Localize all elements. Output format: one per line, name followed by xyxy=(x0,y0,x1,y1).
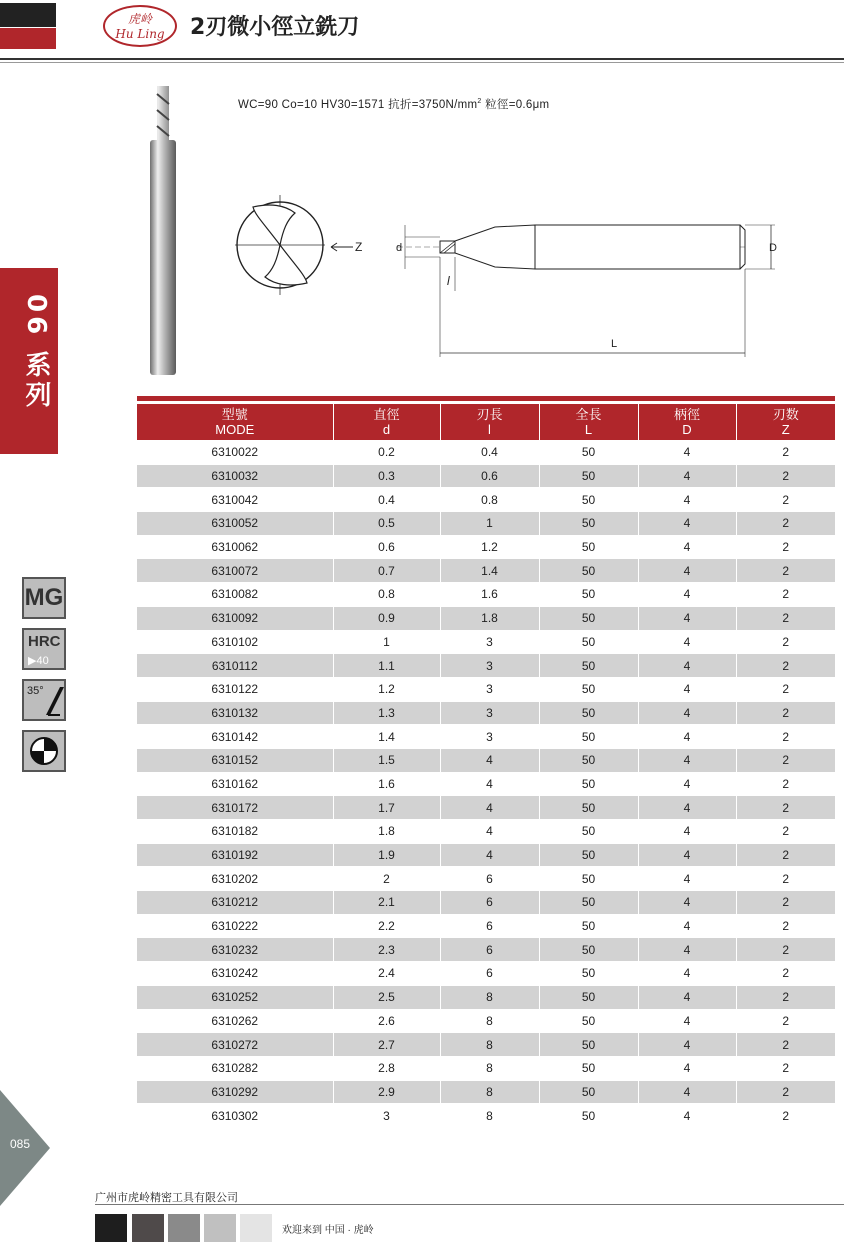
table-row xyxy=(137,1009,835,1033)
d-label: d xyxy=(396,242,403,254)
color-swatch xyxy=(240,1214,272,1242)
table-cell: 2.3 xyxy=(333,938,440,962)
table-row xyxy=(137,701,835,725)
table-cell: 2 xyxy=(736,843,835,867)
table-cell: 2 xyxy=(736,1056,835,1080)
table-cell: 50 xyxy=(539,512,638,536)
D-label: D xyxy=(769,242,777,254)
table-cell: 2.9 xyxy=(333,1080,440,1104)
table-cell: 1 xyxy=(333,630,440,654)
table-row xyxy=(137,677,835,701)
table-cell: 1 xyxy=(440,512,539,536)
column-header xyxy=(539,404,638,441)
table-cell: 4 xyxy=(638,630,736,654)
column-header-en: L xyxy=(584,422,593,437)
table-cell: 2 xyxy=(736,677,835,701)
table-cell: 6 xyxy=(440,914,539,938)
table-cell: 4 xyxy=(440,843,539,867)
color-swatch xyxy=(132,1214,164,1242)
table-cell: 2.6 xyxy=(333,1009,440,1033)
table-row xyxy=(137,843,835,867)
table-cell: 6310202 xyxy=(137,867,333,891)
table-cell: 4 xyxy=(638,535,736,559)
header-red-bar xyxy=(0,28,56,49)
table-cell: 50 xyxy=(539,843,638,867)
footer-divider xyxy=(95,1204,844,1205)
table-row xyxy=(137,464,835,488)
table-cell: 8 xyxy=(440,1009,539,1033)
table-row xyxy=(137,535,835,559)
table-cell: 6310212 xyxy=(137,891,333,915)
table-cell: 6310182 xyxy=(137,820,333,844)
table-cell: 2.1 xyxy=(333,891,440,915)
table-cell: 2 xyxy=(736,938,835,962)
table-cell: 4 xyxy=(638,1056,736,1080)
column-header xyxy=(736,404,835,441)
table-cell: 4 xyxy=(440,748,539,772)
table-cell: 2 xyxy=(736,1009,835,1033)
header-divider-thin xyxy=(0,62,844,63)
two-flute-icon xyxy=(24,732,64,770)
table-cell: 2 xyxy=(736,796,835,820)
table-cell: 50 xyxy=(539,796,638,820)
table-row xyxy=(137,488,835,512)
table-cell: 50 xyxy=(539,654,638,678)
table-cell: 2 xyxy=(736,867,835,891)
table-cell: 0.3 xyxy=(333,464,440,488)
table-cell: 8 xyxy=(440,1033,539,1057)
table-cell: 0.9 xyxy=(333,606,440,630)
table-row xyxy=(137,820,835,844)
table-cell: 4 xyxy=(638,796,736,820)
end-mill-photo xyxy=(140,80,190,380)
table-body xyxy=(137,441,835,1127)
table-row xyxy=(137,748,835,772)
material-spec-sup: 2 xyxy=(477,98,482,106)
table-row xyxy=(137,583,835,607)
table-cell: 4 xyxy=(638,583,736,607)
technical-drawing xyxy=(225,185,785,365)
column-header xyxy=(638,404,736,441)
table-cell: 1.9 xyxy=(333,843,440,867)
table-cell: 50 xyxy=(539,441,638,465)
column-header-cn: 柄徑 xyxy=(673,407,700,422)
table-cell: 2 xyxy=(736,985,835,1009)
column-header xyxy=(333,404,440,441)
table-cell: 0.6 xyxy=(333,535,440,559)
table-cell: 4 xyxy=(638,820,736,844)
table-cell: 2 xyxy=(736,654,835,678)
helix-angle-label: 35° xyxy=(27,685,44,697)
table-cell: 6310072 xyxy=(137,559,333,583)
table-cell: 2 xyxy=(736,535,835,559)
table-cell: 1.3 xyxy=(333,701,440,725)
company-name: 广州市虎岭精密工具有限公司 xyxy=(95,1192,238,1204)
table-cell: 6310172 xyxy=(137,796,333,820)
brand-logo xyxy=(103,5,177,47)
helix-angle-icon xyxy=(24,681,64,719)
table-row xyxy=(137,796,835,820)
table-cell: 1.4 xyxy=(440,559,539,583)
table-row xyxy=(137,914,835,938)
table-cell: 50 xyxy=(539,985,638,1009)
table-cell: 0.7 xyxy=(333,559,440,583)
table-cell: 1.8 xyxy=(333,820,440,844)
table-cell: 4 xyxy=(638,1009,736,1033)
table-cell: 4 xyxy=(440,820,539,844)
table-cell: 1.8 xyxy=(440,606,539,630)
table-cell: 50 xyxy=(539,535,638,559)
column-header xyxy=(137,404,333,441)
table-cell: 1.6 xyxy=(333,772,440,796)
table-cell: 50 xyxy=(539,772,638,796)
table-top-band xyxy=(137,396,835,401)
table-cell: 50 xyxy=(539,1056,638,1080)
table-cell: 50 xyxy=(539,938,638,962)
table-cell: 4 xyxy=(638,1033,736,1057)
table-cell: 2 xyxy=(736,583,835,607)
table-cell: 50 xyxy=(539,1080,638,1104)
table-cell: 2.2 xyxy=(333,914,440,938)
table-cell: 3 xyxy=(440,630,539,654)
table-cell: 6310272 xyxy=(137,1033,333,1057)
table-cell: 6310032 xyxy=(137,464,333,488)
column-header-en: D xyxy=(682,422,692,437)
column-header-en: Z xyxy=(781,422,790,437)
column-header-cn: 全長 xyxy=(575,407,602,422)
L-label: L xyxy=(611,338,618,350)
table-cell: 8 xyxy=(440,985,539,1009)
table-cell: 50 xyxy=(539,677,638,701)
table-cell: 50 xyxy=(539,488,638,512)
table-header-row xyxy=(137,404,835,441)
table-cell: 4 xyxy=(638,606,736,630)
table-cell: 6310112 xyxy=(137,654,333,678)
l-label: l xyxy=(447,274,450,288)
helix-angle-badge xyxy=(22,679,66,721)
table-cell: 4 xyxy=(638,512,736,536)
table-cell: 0.2 xyxy=(333,441,440,465)
column-header-cn: 直徑 xyxy=(373,407,400,422)
table-cell: 1.5 xyxy=(333,748,440,772)
table-cell: 50 xyxy=(539,962,638,986)
end-view xyxy=(235,195,353,295)
table-cell: 6 xyxy=(440,867,539,891)
table-cell: 6 xyxy=(440,938,539,962)
table-row xyxy=(137,938,835,962)
table-row xyxy=(137,985,835,1009)
table-row xyxy=(137,512,835,536)
table-cell: 50 xyxy=(539,820,638,844)
table-cell: 4 xyxy=(638,843,736,867)
table-row xyxy=(137,441,835,465)
table-cell: 0.5 xyxy=(333,512,440,536)
table-cell: 2 xyxy=(736,1104,835,1127)
material-spec-tail: 粒徑=0.6μm xyxy=(481,99,550,111)
table-cell: 0.4 xyxy=(333,488,440,512)
table-cell: 6310042 xyxy=(137,488,333,512)
table-cell: 3 xyxy=(440,677,539,701)
table-row xyxy=(137,1080,835,1104)
table-cell: 4 xyxy=(638,914,736,938)
table-cell: 6310302 xyxy=(137,1104,333,1127)
table-cell: 50 xyxy=(539,914,638,938)
table-cell: 8 xyxy=(440,1056,539,1080)
logo-en: Hu Ling xyxy=(115,27,165,41)
material-spec-text: WC=90 Co=10 HV30=1571 抗折=3750N/mm xyxy=(238,99,478,111)
column-header-en: d xyxy=(382,422,391,437)
table-cell: 2 xyxy=(736,512,835,536)
table-cell: 3 xyxy=(440,725,539,749)
table-cell: 4 xyxy=(638,441,736,465)
table-cell: 2.4 xyxy=(333,962,440,986)
table-cell: 6310132 xyxy=(137,701,333,725)
table-row xyxy=(137,1104,835,1127)
table-cell: 4 xyxy=(440,772,539,796)
table-cell: 1.1 xyxy=(333,654,440,678)
table-row xyxy=(137,962,835,986)
table-cell: 2 xyxy=(736,820,835,844)
table-cell: 50 xyxy=(539,748,638,772)
welcome-text: 欢迎来到 中国 · 虎岭 xyxy=(282,1225,374,1236)
table-cell: 2 xyxy=(736,488,835,512)
table-cell: 1.4 xyxy=(333,725,440,749)
page-title: 2刃微小徑立銑刀 xyxy=(190,15,360,40)
table-cell: 4 xyxy=(638,772,736,796)
table-cell: 4 xyxy=(638,1104,736,1127)
page-number: 085 xyxy=(10,1137,31,1151)
table-cell: 50 xyxy=(539,559,638,583)
table-cell: 50 xyxy=(539,725,638,749)
table-cell: 3 xyxy=(440,654,539,678)
table-cell: 1.2 xyxy=(333,677,440,701)
table-cell: 0.8 xyxy=(333,583,440,607)
table-cell: 4 xyxy=(638,962,736,986)
table-cell: 6310022 xyxy=(137,441,333,465)
table-cell: 1.2 xyxy=(440,535,539,559)
table-cell: 4 xyxy=(638,748,736,772)
table-cell: 50 xyxy=(539,606,638,630)
table-cell: 50 xyxy=(539,464,638,488)
table-cell: 2 xyxy=(736,464,835,488)
table-cell: 50 xyxy=(539,701,638,725)
table-cell: 50 xyxy=(539,867,638,891)
flute-count-badge xyxy=(22,730,66,772)
table-cell: 6310062 xyxy=(137,535,333,559)
table-cell: 0.4 xyxy=(440,441,539,465)
series-tab xyxy=(0,268,58,454)
hrc-value: ▶40 xyxy=(28,655,49,667)
table-cell: 50 xyxy=(539,1104,638,1127)
mg-badge: MG xyxy=(22,577,66,619)
table-row xyxy=(137,725,835,749)
column-header-en: MODE xyxy=(215,422,255,437)
hrc-badge xyxy=(22,628,66,670)
table-cell: 4 xyxy=(638,559,736,583)
table-cell: 2 xyxy=(736,748,835,772)
table-row xyxy=(137,867,835,891)
table-cell: 4 xyxy=(638,677,736,701)
header-black-bar xyxy=(0,3,56,27)
table-cell: 4 xyxy=(638,488,736,512)
table-cell: 6310152 xyxy=(137,748,333,772)
column-header-cn: 型號 xyxy=(221,407,248,422)
table-cell: 50 xyxy=(539,1009,638,1033)
table-row xyxy=(137,630,835,654)
table-cell: 6310262 xyxy=(137,1009,333,1033)
table-cell: 4 xyxy=(638,985,736,1009)
table-cell: 6310232 xyxy=(137,938,333,962)
table-row xyxy=(137,891,835,915)
table-cell: 3 xyxy=(333,1104,440,1127)
table-cell: 1.7 xyxy=(333,796,440,820)
table-cell: 6310222 xyxy=(137,914,333,938)
table-cell: 2.5 xyxy=(333,985,440,1009)
table-cell: 2 xyxy=(736,1080,835,1104)
table-cell: 6310052 xyxy=(137,512,333,536)
table-cell: 6310082 xyxy=(137,583,333,607)
table-cell: 4 xyxy=(638,938,736,962)
table-cell: 6310192 xyxy=(137,843,333,867)
z-label: Z xyxy=(355,240,363,254)
table-cell: 0.6 xyxy=(440,464,539,488)
table-cell: 50 xyxy=(539,630,638,654)
table-row xyxy=(137,654,835,678)
table-cell: 6310102 xyxy=(137,630,333,654)
table-cell: 2.8 xyxy=(333,1056,440,1080)
table-cell: 4 xyxy=(638,891,736,915)
table-cell: 2 xyxy=(736,1033,835,1057)
table-cell: 50 xyxy=(539,891,638,915)
table-cell: 2 xyxy=(736,630,835,654)
table-row xyxy=(137,606,835,630)
series-label: 06 系列 xyxy=(21,294,51,412)
table-cell: 4 xyxy=(638,867,736,891)
table-cell: 2 xyxy=(736,772,835,796)
hrc-label: HRC xyxy=(28,633,61,650)
table-cell: 6 xyxy=(440,891,539,915)
table-cell: 4 xyxy=(638,654,736,678)
table-cell: 2 xyxy=(736,606,835,630)
table-cell: 50 xyxy=(539,1033,638,1057)
table-cell: 4 xyxy=(440,796,539,820)
table-row xyxy=(137,772,835,796)
color-swatch xyxy=(168,1214,200,1242)
column-header xyxy=(440,404,539,441)
table-cell: 4 xyxy=(638,725,736,749)
material-spec xyxy=(238,96,549,112)
table-cell: 6310092 xyxy=(137,606,333,630)
table-cell: 6310162 xyxy=(137,772,333,796)
table-cell: 2 xyxy=(736,725,835,749)
spec-table xyxy=(137,404,835,1127)
table-cell: 2 xyxy=(736,914,835,938)
table-row xyxy=(137,1056,835,1080)
table-cell: 8 xyxy=(440,1104,539,1127)
column-header-cn: 刃長 xyxy=(476,407,503,422)
table-cell: 6310282 xyxy=(137,1056,333,1080)
table-cell: 8 xyxy=(440,1080,539,1104)
side-view xyxy=(397,225,775,357)
table-row xyxy=(137,1033,835,1057)
table-row xyxy=(137,559,835,583)
logo-cn: 虎岭 xyxy=(127,12,152,26)
table-cell: 2 xyxy=(736,891,835,915)
table-cell: 2 xyxy=(736,559,835,583)
table-cell: 4 xyxy=(638,464,736,488)
table-cell: 2 xyxy=(736,441,835,465)
table-cell: 6310252 xyxy=(137,985,333,1009)
color-swatch xyxy=(204,1214,236,1242)
table-cell: 6310122 xyxy=(137,677,333,701)
table-cell: 50 xyxy=(539,583,638,607)
table-cell: 6310242 xyxy=(137,962,333,986)
table-cell: 6 xyxy=(440,962,539,986)
table-cell: 2 xyxy=(333,867,440,891)
header-divider xyxy=(0,58,844,60)
table-cell: 4 xyxy=(638,701,736,725)
table-cell: 1.6 xyxy=(440,583,539,607)
table-cell: 2 xyxy=(736,962,835,986)
table-cell: 6310142 xyxy=(137,725,333,749)
table-cell: 3 xyxy=(440,701,539,725)
table-cell: 6310292 xyxy=(137,1080,333,1104)
color-swatch xyxy=(95,1214,127,1242)
column-header-en: l xyxy=(488,422,491,437)
table-cell: 0.8 xyxy=(440,488,539,512)
table-cell: 2 xyxy=(736,701,835,725)
table-cell: 4 xyxy=(638,1080,736,1104)
column-header-cn: 刃数 xyxy=(772,407,799,422)
table-cell: 2.7 xyxy=(333,1033,440,1057)
